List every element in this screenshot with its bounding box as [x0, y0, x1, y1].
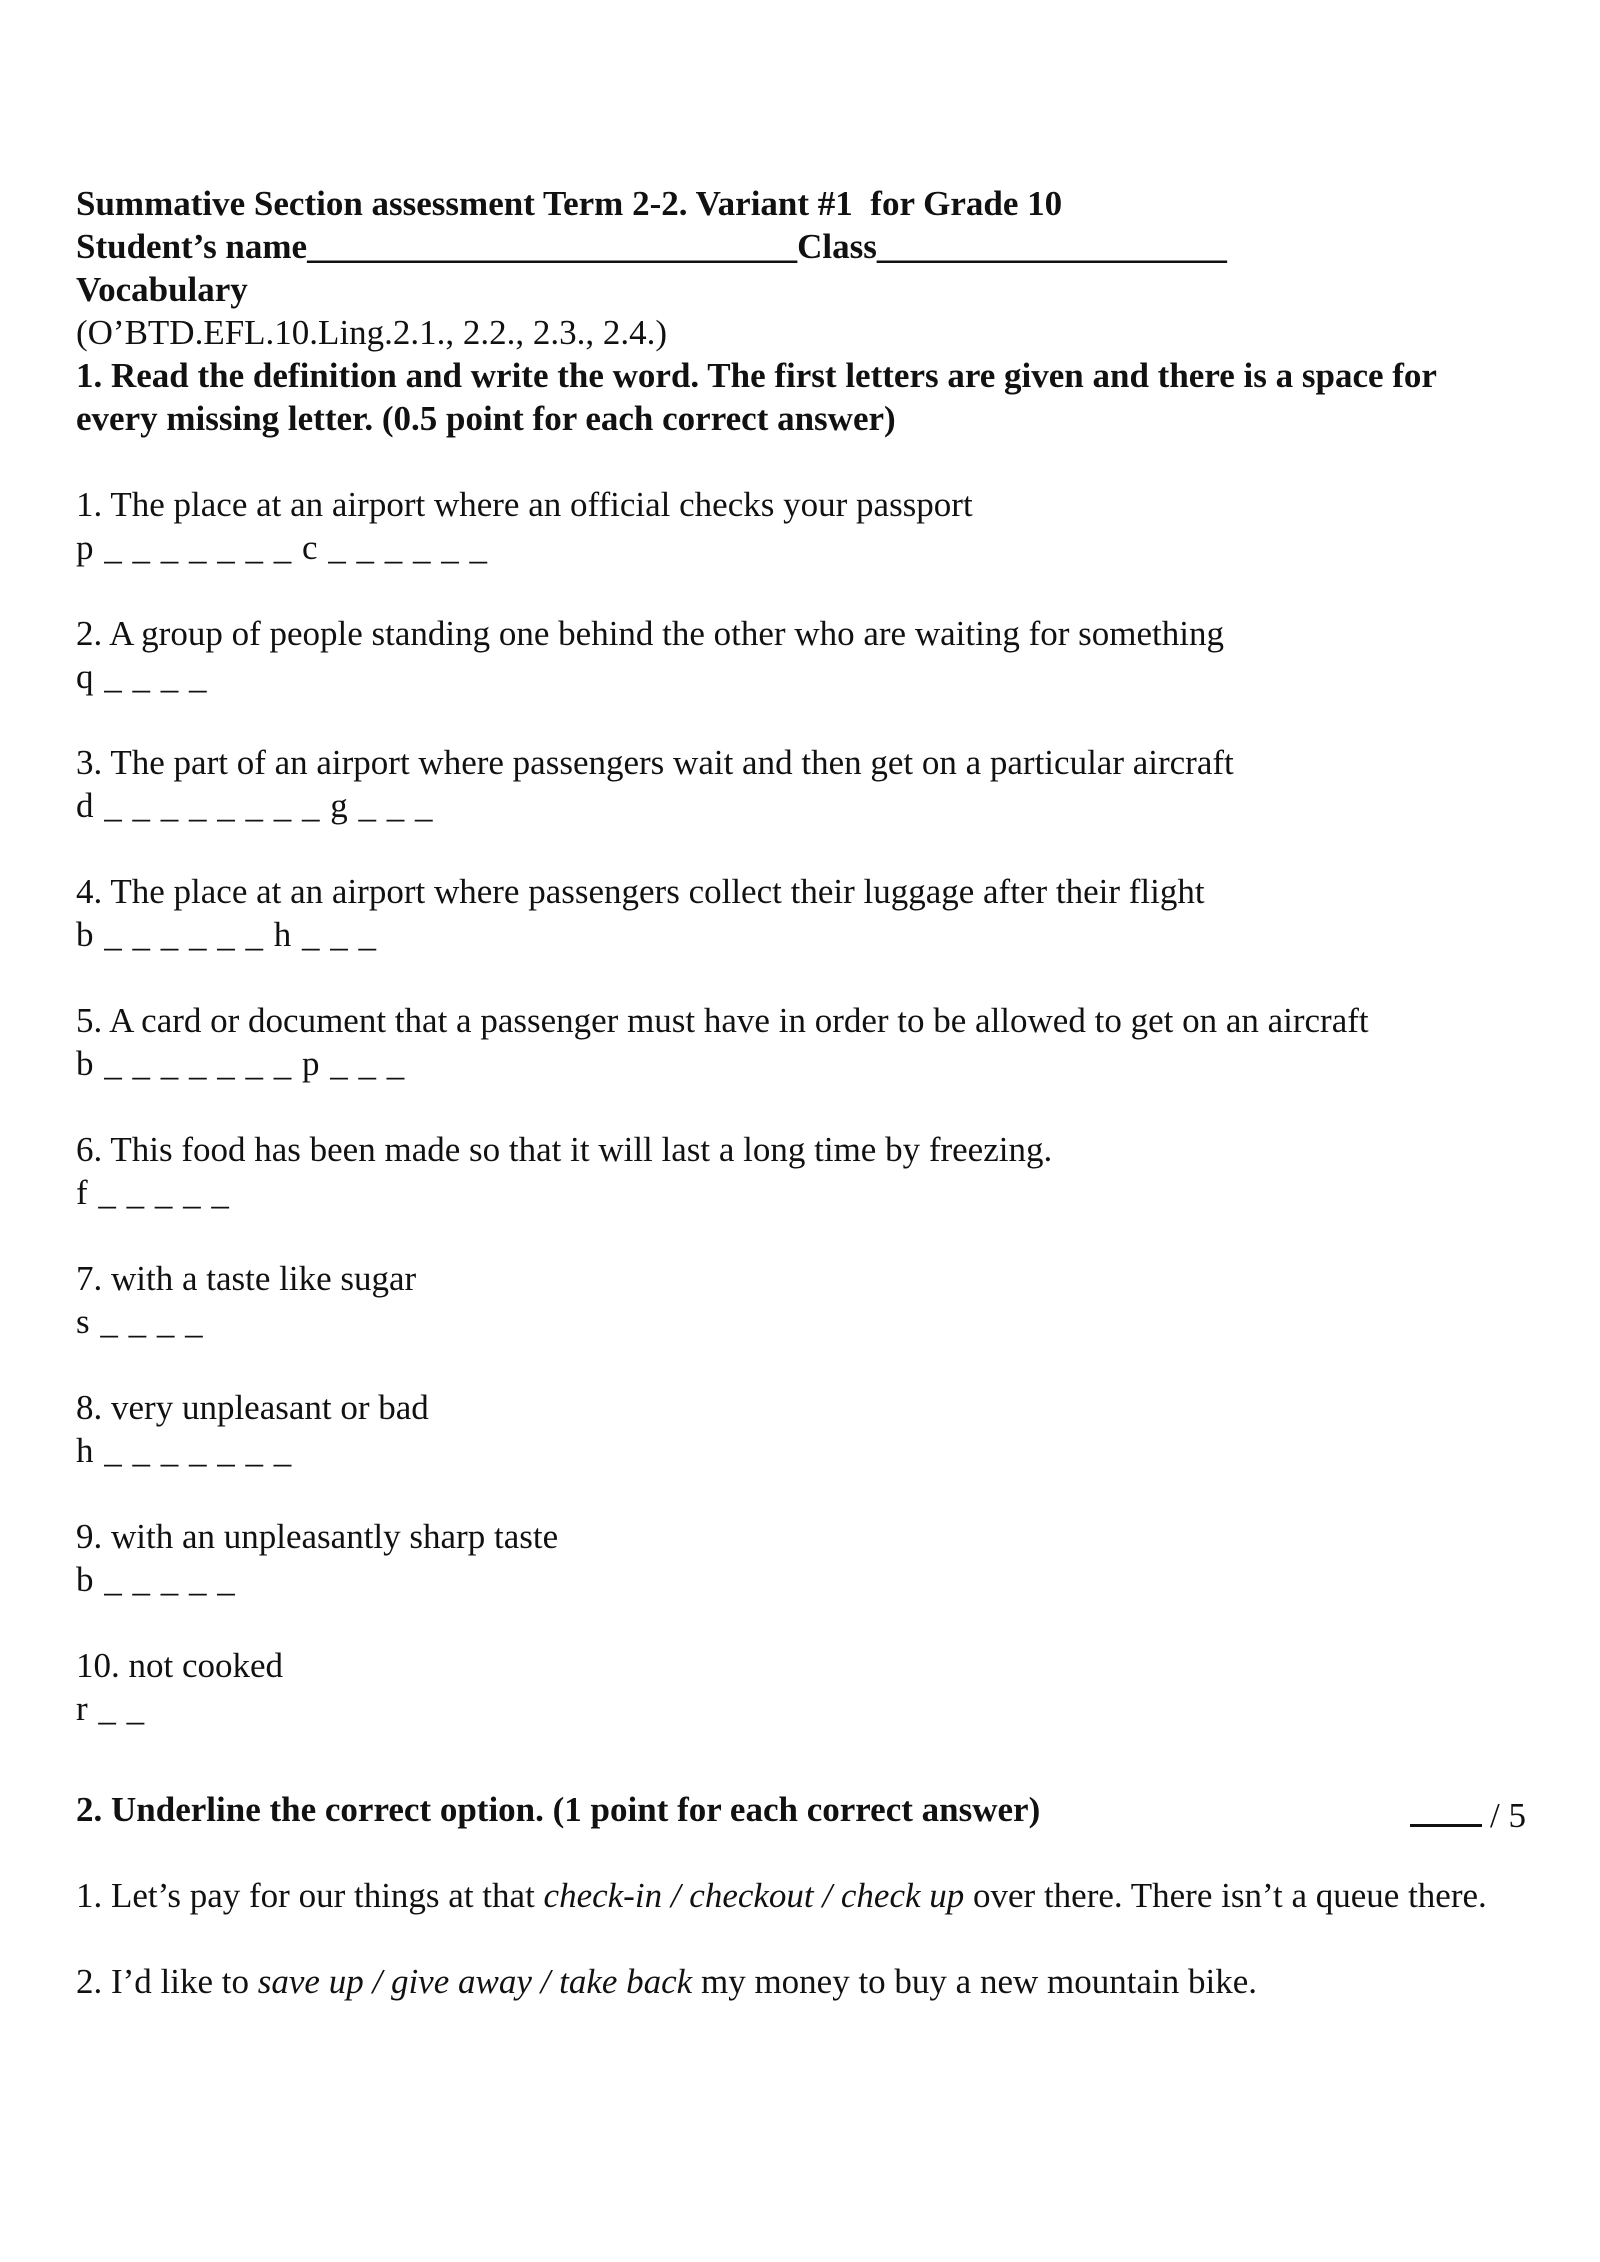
- item-blank[interactable]: b _ _ _ _ _ _ h _ _ _: [76, 915, 377, 954]
- task1-item: [76, 612, 1516, 698]
- task2-sentence: [76, 1874, 1516, 1917]
- worksheet-title: Summative Section assessment Term 2-2. Variant #1 for Grade 10: [76, 184, 1063, 223]
- task1-instruction: 1. Read the definition and write the word. The first letters are given and there is a space for every missing letter. (0.5 point for each correct answer): [76, 356, 1437, 438]
- item-blank[interactable]: h _ _ _ _ _ _ _: [76, 1431, 293, 1470]
- item-definition: 4. The place at an airport where passengers collect their luggage after their flight: [76, 872, 1205, 911]
- student-name-class-line: Student’s name____________________________Class____________________: [76, 227, 1227, 266]
- task2-instruction: 2. Underline the correct option. (1 point for each correct answer): [76, 1790, 1041, 1829]
- sentence-text-after: my money to buy a new mountain bike.: [692, 1962, 1257, 2001]
- item-blank[interactable]: d _ _ _ _ _ _ _ _ g _ _ _: [76, 786, 434, 825]
- item-definition: 10. not cooked: [76, 1646, 284, 1685]
- sentence-options[interactable]: save up / give away / take back: [257, 1962, 693, 2001]
- sentence-options[interactable]: check-in / checkout / check up: [543, 1876, 965, 1915]
- item-definition: 3. The part of an airport where passengers wait and then get on a particular aircraft: [76, 743, 1234, 782]
- item-definition: 6. This food has been made so that it will last a long time by freezing.: [76, 1130, 1053, 1169]
- task1-item: [76, 1515, 1516, 1601]
- task1-item: [76, 1257, 1516, 1343]
- item-blank[interactable]: q _ _ _ _: [76, 657, 208, 696]
- sentence-text-before: 2. I’d like to: [76, 1962, 258, 2001]
- sentence-text-after: over there. There isn’t a queue there.: [964, 1876, 1487, 1915]
- item-blank[interactable]: b _ _ _ _ _ _ _ p _ _ _: [76, 1044, 406, 1083]
- task1-item: [76, 870, 1516, 956]
- item-definition: 1. The place at an airport where an official checks your passport: [76, 485, 973, 524]
- task1-item: [76, 1644, 1516, 1730]
- task1-item: [76, 1386, 1516, 1472]
- item-definition: 5. A card or document that a passenger must have in order to be allowed to get on an aircraft: [76, 1001, 1369, 1040]
- task1-item: [76, 483, 1516, 569]
- task2-sentence: [76, 1960, 1516, 2003]
- item-blank[interactable]: s _ _ _ _: [76, 1302, 204, 1341]
- item-definition: 8. very unpleasant or bad: [76, 1388, 429, 1427]
- item-definition: 7. with a taste like sugar: [76, 1259, 417, 1298]
- score-blank-line[interactable]: [1410, 1798, 1482, 1827]
- section-heading: Vocabulary: [76, 270, 248, 309]
- worksheet-page: [76, 182, 1516, 2003]
- curriculum-codes: (O’BTD.EFL.10.Ling.2.1., 2.2., 2.3., 2.4.): [76, 313, 668, 352]
- task1-item: [76, 999, 1516, 1085]
- score-total: / 5: [1490, 1796, 1526, 1835]
- item-definition: 9. with an unpleasantly sharp taste: [76, 1517, 559, 1556]
- item-blank[interactable]: r _ _: [76, 1689, 146, 1728]
- task1-item: [76, 1128, 1516, 1214]
- item-blank[interactable]: b _ _ _ _ _: [76, 1560, 236, 1599]
- item-blank[interactable]: p _ _ _ _ _ _ _ c _ _ _ _ _ _: [76, 528, 489, 567]
- task1-score-box: [1410, 1794, 1526, 1837]
- sentence-text-before: 1. Let’s pay for our things at that: [76, 1876, 544, 1915]
- item-blank[interactable]: f _ _ _ _ _: [76, 1173, 230, 1212]
- item-definition: 2. A group of people standing one behind the other who are waiting for something: [76, 614, 1224, 653]
- task1-item: [76, 741, 1516, 827]
